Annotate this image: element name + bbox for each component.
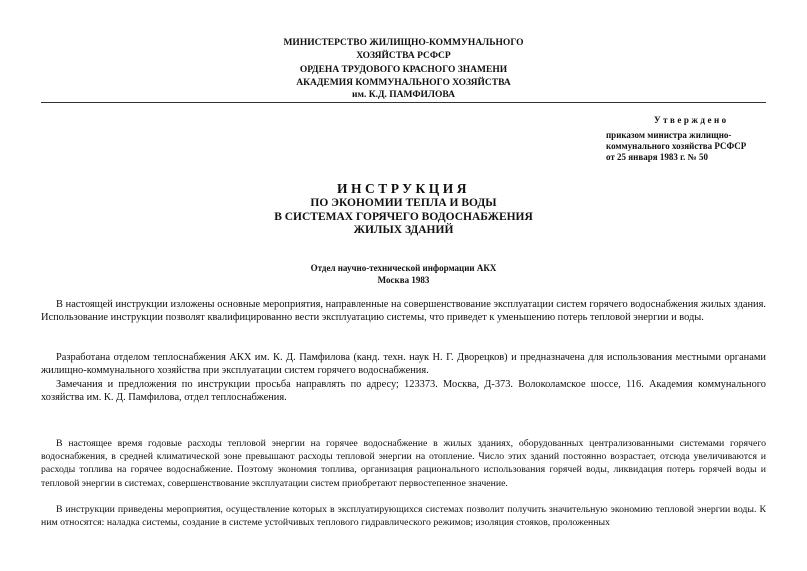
body-paragraph-2: В инструкции приведены мероприятия, осуществление которых в эксплуатирующихся системах позволит получить значительную экономию тепловой энергии воды. К ним относятся: наладка системы, создание в системе устойчивых теплового гидравлического режимов; изоляция стояков, проложенных — [41, 504, 766, 529]
approval-line-1: приказом министра жилищно- — [606, 130, 732, 140]
title-main: ИНСТРУКЦИЯ — [336, 181, 471, 196]
academy-line-3: им. К.Д. ПАМФИЛОВА — [352, 90, 455, 100]
preface-paragraph-1: В настоящей инструкции изложены основные мероприятия, направленные на совершенствование эксплуатации систем горячего водоснабжения жилых здания. Использование инструкции позволят квалифицированно вести эксплуатацию системы, что приведет к уменьшению потерь тепловой энергии и воды. — [41, 299, 766, 324]
document-title — [0, 180, 807, 238]
ministry-header — [0, 37, 807, 62]
preface-paragraph-3: Замечания и предложения по инструкции просьба направлять по адресу; 123373. Москва, Д-373. Волоколамское шоссе, 116. Академия коммунального хозяйства им. К. Д. Памфилова, отдел теплоснабжения. — [41, 379, 766, 404]
approval-line-2: коммунального хозяйства РСФСР — [606, 141, 747, 151]
header-divider — [41, 102, 766, 103]
approval-heading: Утверждено — [654, 115, 729, 125]
academy-line-1: ОРДЕНА ТРУДОВОГО КРАСНОГО ЗНАМЕНИ — [299, 65, 508, 75]
title-line-2: В СИСТЕМАХ ГОРЯЧЕГО ВОДОСНАБЖЕНИЯ — [274, 210, 533, 223]
publisher-block — [0, 263, 807, 286]
title-line-1: ПО ЭКОНОМИИ ТЕПЛА И ВОДЫ — [310, 197, 497, 209]
approval-block — [606, 115, 796, 163]
academy-line-2: АКАДЕМИЯ КОММУНАЛЬНОГО ХОЗЯЙСТВА — [296, 77, 511, 88]
body-paragraph-1: В настоящее время годовые расходы тепловой энергии на горячее водоснабжение в жилых зданиях, оборудованных централизованными системами горячего водоснабжения, в средней климатической зоне превышают расходы тепловой энергии на отопление. Число этих зданий постоянно возрастает, отсюда увеличиваются и расходы топлива на горячее водоснабжение. Поэтому экономия топлива, организация рационального использования горячей воды, ликвидация потерь горячей воды и тепловой энергии в системах, совершенствование эксплуатации систем приобретают первостепенное значение. — [41, 438, 766, 489]
title-line-3: ЖИЛЫХ ЗДАНИЙ — [353, 224, 454, 236]
publisher-dept: Отдел научно-технической информации АКХ — [310, 263, 497, 273]
preface-paragraph-2: Разработана отделом теплоснабжения АКХ им. К. Д. Памфилова (канд. техн. наук Н. Г. Дворецков) и предназначена для использования местными органами жилищно-коммунального хозяйства при эксплуатации систем горячего водоснабжения. — [41, 352, 766, 377]
ministry-line-1: МИНИСТЕРСТВО ЖИЛИЩНО-КОММУНАЛЬНОГО — [283, 38, 524, 48]
academy-header — [0, 64, 807, 102]
ministry-line-2: ХОЗЯЙСТВА РСФСР — [356, 50, 451, 61]
publisher-place-year: Москва 1983 — [377, 274, 430, 285]
approval-line-3: от 25 января 1983 г. № 50 — [606, 152, 708, 162]
